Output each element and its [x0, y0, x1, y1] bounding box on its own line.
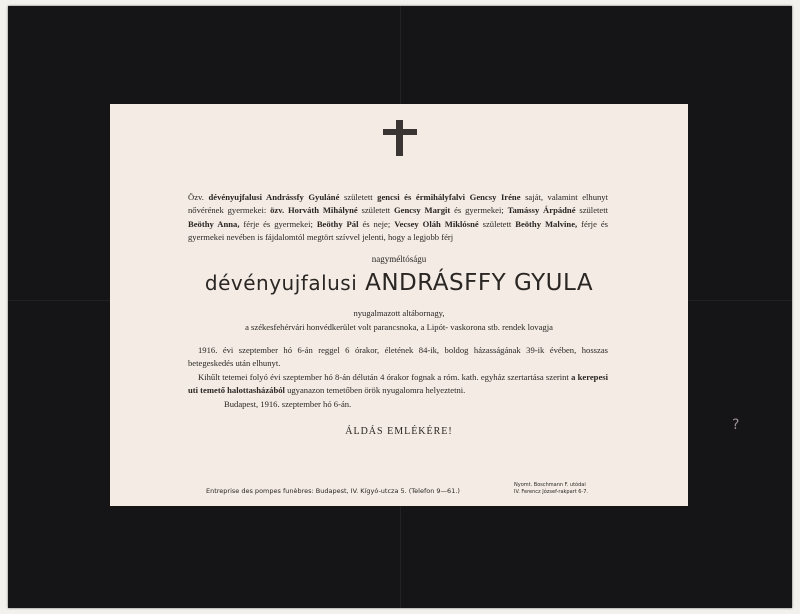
intro-text: és gyermekei; [450, 205, 508, 216]
printer-name: Nyomt. Boschmann F. utódai [514, 482, 586, 488]
printer-imprint [514, 482, 634, 495]
deceased-name-prefix: dévényujfalusi [204, 271, 358, 295]
relative-name: Beöthy Pál [316, 218, 359, 229]
funeral-location: a kerepesi uti temető halottasházából [188, 371, 608, 395]
cross-icon [383, 120, 415, 156]
widow-name: dévényujfalusi Andrássfy Gyuláné [208, 192, 340, 202]
funeral-text: ugyanazon temetőben örök nyugalomra helyeztetni. [284, 384, 466, 395]
blessing-line: ÁLDÁS EMLÉKÉRE! [345, 426, 453, 437]
relative-maiden-name: Beöthy Anna, [188, 218, 240, 229]
relative-maiden-name: Beöthy Malvine, [515, 218, 578, 229]
family-announcement [188, 191, 608, 244]
intro-text: született [357, 205, 394, 216]
pencil-question-mark: ? [732, 417, 740, 433]
honorific: nagyméltóságu [371, 254, 427, 264]
notice-body [188, 344, 608, 411]
relative-name: özv. Horváth Mihályné [270, 205, 358, 216]
intro-text: és neje; [358, 218, 395, 229]
deceased-titles: a székesfehérvári honvédkerület volt parancsnoka, a Lipót- vaskorona stb. rendek lovagja [245, 322, 553, 332]
deceased-name-main: ANDRÁSFFY GYULA [365, 270, 594, 296]
intro-text: született [478, 218, 516, 229]
funeral-text: Kihűlt tetemei folyó évi szeptember hó 8-án délután 4 órakor fognak a róm. kath. egyház szertartása szerint [198, 371, 572, 382]
intro-text: férje és gyermekei; [239, 218, 317, 229]
relative-maiden-name: Gencsy Margit [393, 205, 451, 216]
intro-text: született [339, 192, 378, 202]
deceased-name [110, 270, 688, 296]
deceased-rank: nyugalmazott altábornagy, [353, 308, 445, 318]
death-details: 1916. évi szeptember hó 6-án reggel 6 órakor, életének 84-ik, boldog házasságának 39-ik évében, hosszas betegeskedés után elhunyt. [188, 345, 608, 369]
relative-name: Tamássy Árpádné [507, 205, 576, 216]
death-notice-card [110, 104, 740, 506]
notice-date: Budapest, 1916. szeptember hó 6-án. [224, 399, 352, 410]
funeral-details [188, 371, 608, 398]
intro-text: férje és gyermekei nevében is fájdalomtól megtört szívvel jelenti, hogy a legjobb férj [188, 218, 608, 242]
widow-maiden-name: gencsi és érmihályfalvi Gencsy Iréne [377, 192, 521, 202]
relative-name: Vecsey Oláh Miklósné [394, 218, 479, 229]
intro-text: saját, valamint elhunyt nővérének gyermekei: [188, 192, 608, 216]
intro-text: született [575, 205, 608, 216]
undertaker-imprint: Entreprise des pompes funèbres: Budapest, IV. Kígyó-utcza 5. (Telefon 9—61.) [206, 487, 460, 495]
printer-address: IV. Ferencz József-rakpart 6-7. [514, 488, 589, 495]
intro-text: Özv. [188, 192, 209, 202]
